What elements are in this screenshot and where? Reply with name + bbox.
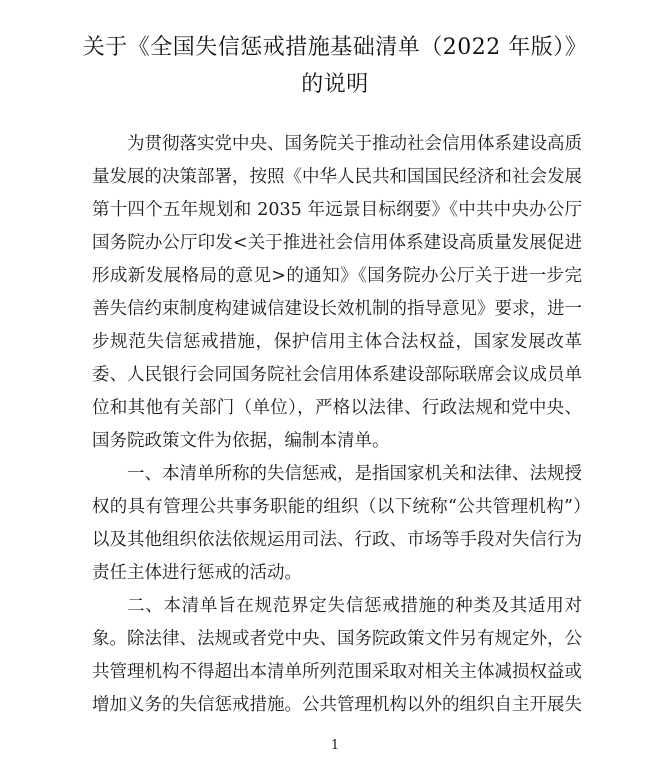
paragraph-section-1: 一、本清单所称的失信惩戒，是指国家机关和法律、法规授权的具有管理公共事务职能的组织（以下统称“公共管理机构”）以及其他组织依法依规运用司法、行政、市场等手段对失信行为责任主体进行惩戒的活动。 [92, 464, 582, 583]
paragraph-intro: 为贯彻落实党中央、国务院关于推动社会信用体系建设高质量发展的决策部署，按照《中华人民共和国国民经济和社会发展第十四个五年规划和 2035 年远景目标纲要》《中共中央办公厅国务院办公厅印发<关于推进社会信用体系建设高质量发展促进形成新发展格局的意见>的通知》《国务院办公厅关于进一步完善失信约束制度构建诚信建设长效机制的指导意见》要求，进一步规范失信惩戒措施，保护信用主体合法权益，国家发展改革委、人民银行会同国务院社会信用体系建设部际联席会议成员单位和其他有关部门（单位），严格以法律、行政法规和党中央、国务院政策文件为依据，编制本清单。 [92, 134, 582, 451]
document-title-line-1: 关于《全国失信惩戒措施基础清单（2022 年版）》 [82, 35, 588, 60]
document-title-line-2: 的说明 [301, 72, 369, 97]
paragraph-section-2: 二、本清单旨在规范界定失信惩戒措施的种类及其适用对象。除法律、法规或者党中央、国务院政策文件另有规定外，公共管理机构不得超出本清单所列范围采取对相关主体减损权益或增加义务的失信惩戒措施。公共管理机构以外的组织自主开展失 [92, 596, 582, 715]
page-number: 1 [330, 738, 340, 753]
document-body [92, 128, 582, 722]
